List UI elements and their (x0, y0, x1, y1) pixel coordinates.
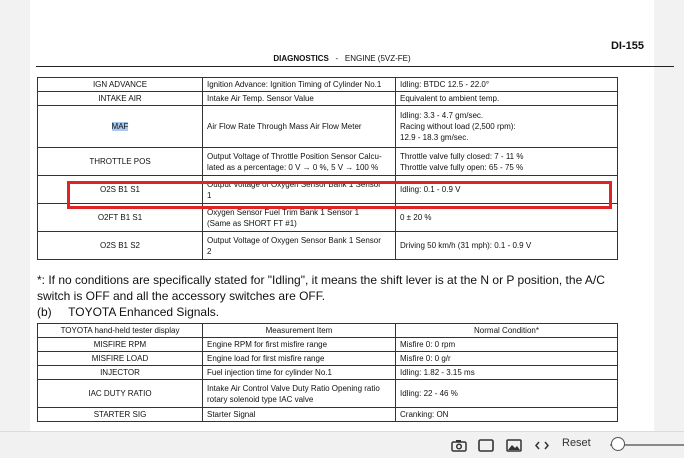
condition-line: Racing without load (2,500 rpm): (400, 122, 516, 131)
table-row (38, 352, 618, 366)
column-header: Normal Condition* (396, 324, 618, 338)
measurement-cell: Engine load for first misfire range (203, 352, 396, 366)
item-cell: STARTER SIG (38, 408, 203, 422)
item-cell (38, 106, 203, 148)
item-cell: O2FT B1 S1 (38, 204, 203, 232)
measurement-line: Output Voltage of Throttle Position Sensor Calcu- (207, 151, 382, 161)
measurement-cell: Ignition Advance: Ignition Timing of Cylinder No.1 (203, 78, 396, 92)
condition-cell: 0 ± 20 % (396, 204, 618, 232)
header-title: DIAGNOSTICS (273, 54, 329, 63)
condition-cell: Idling: 0.1 - 0.9 V (396, 176, 618, 204)
measurement-line: Output Voltage of Oxygen Sensor Bank 1 Sensor (207, 235, 381, 245)
image-icon[interactable] (506, 439, 522, 457)
item-cell: MISFIRE RPM (38, 338, 203, 352)
table-row (38, 148, 618, 176)
condition-cell: Misfire 0: 0 g/r (396, 352, 618, 366)
item-cell: INJECTOR (38, 366, 203, 380)
table-row (38, 408, 618, 422)
table-row (38, 338, 618, 352)
measurement-line: 1 (207, 190, 212, 200)
section-heading (37, 305, 219, 319)
measurement-cell (203, 232, 396, 260)
section-title: TOYOTA Enhanced Signals. (68, 305, 220, 319)
condition-line: 12.9 - 18.3 gm/sec. (400, 133, 469, 142)
column-header: TOYOTA hand-held tester display (38, 324, 203, 338)
item-cell: THROTTLE POS (38, 148, 203, 176)
measurement-line: rotary solenoid type IAC valve (207, 394, 314, 404)
measurement-cell: Intake Air Temp. Sensor Value (203, 92, 396, 106)
table-row (38, 232, 618, 260)
measurement-line: lated as a percentage: 0 V → 0 %, 5 V → 100 % (207, 162, 379, 172)
condition-cell: Equivalent to ambient temp. (396, 92, 618, 106)
condition-cell (396, 148, 618, 176)
measurement-cell: Engine RPM for first misfire range (203, 338, 396, 352)
item-cell: IGN ADVANCE (38, 78, 203, 92)
reset-button[interactable]: Reset (562, 437, 591, 449)
code-icon[interactable] (535, 439, 549, 457)
condition-cell: Cranking: ON (396, 408, 618, 422)
item-cell: O2S B1 S2 (38, 232, 203, 260)
measurement-cell: Starter Signal (203, 408, 396, 422)
condition-cell (396, 106, 618, 148)
footnote: *: If no conditions are specifically stated for "Idling", it means the shift lever is at the N or P position, the A/C switch is OFF and all the accessory switches are OFF. (37, 273, 605, 303)
measurement-cell (203, 380, 396, 408)
header-rule (36, 66, 674, 67)
camera-icon[interactable] (451, 439, 467, 457)
section-label: (b) (37, 305, 52, 319)
page-number: DI-155 (610, 40, 644, 52)
measurement-cell: Air Flow Rate Through Mass Air Flow Meter (203, 106, 396, 148)
table-row (38, 92, 618, 106)
measurement-cell: Fuel injection time for cylinder No.1 (203, 366, 396, 380)
enhanced-signals-table (37, 323, 618, 422)
condition-cell: Idling: BTDC 12.5 - 22.0° (396, 78, 618, 92)
measurement-line: Oxygen Sensor Fuel Trim Bank 1 Sensor 1 (207, 207, 360, 217)
condition-cell: Idling: 22 - 46 % (396, 380, 618, 408)
item-cell: MISFIRE LOAD (38, 352, 203, 366)
measurement-cell (203, 148, 396, 176)
table-header-row (38, 324, 618, 338)
page-header (30, 54, 654, 63)
condition-cell: Driving 50 km/h (31 mph): 0.1 - 0.9 V (396, 232, 618, 260)
condition-line: Idling: 3.3 - 4.7 gm/sec. (400, 111, 484, 120)
data-list-table (37, 77, 618, 260)
condition-line: Throttle valve fully open: 65 - 75 % (400, 162, 524, 172)
viewer-toolbar (0, 431, 684, 458)
table-row (38, 78, 618, 92)
item-cell: O2S B1 S1 (38, 176, 203, 204)
header-separator: - (335, 54, 339, 63)
fullscreen-icon[interactable] (478, 439, 494, 457)
measurement-line: Output Voltage of Oxygen Sensor Bank 1 Sensor (207, 179, 381, 189)
maf-highlighted-text: MAF (111, 122, 129, 131)
measurement-line: Intake Air Control Valve Duty Ratio Opening ratio (207, 383, 380, 393)
condition-cell: Misfire 0: 0 rpm (396, 338, 618, 352)
measurement-line: (Same as SHORT FT #1) (207, 218, 297, 228)
measurement-line: 2 (207, 246, 212, 256)
table-row (38, 380, 618, 408)
table-row (38, 366, 618, 380)
item-cell: INTAKE AIR (38, 92, 203, 106)
red-highlight-box (67, 181, 612, 209)
header-subtitle: ENGINE (5VZ-FE) (344, 54, 411, 63)
condition-line: Throttle valve fully closed: 7 - 11 % (400, 151, 524, 161)
condition-cell: Idling: 1.82 - 3.15 ms (396, 366, 618, 380)
item-cell: IAC DUTY RATIO (38, 380, 203, 408)
table-row (38, 106, 618, 148)
zoom-slider-handle[interactable] (611, 437, 625, 451)
column-header: Measurement Item (203, 324, 396, 338)
